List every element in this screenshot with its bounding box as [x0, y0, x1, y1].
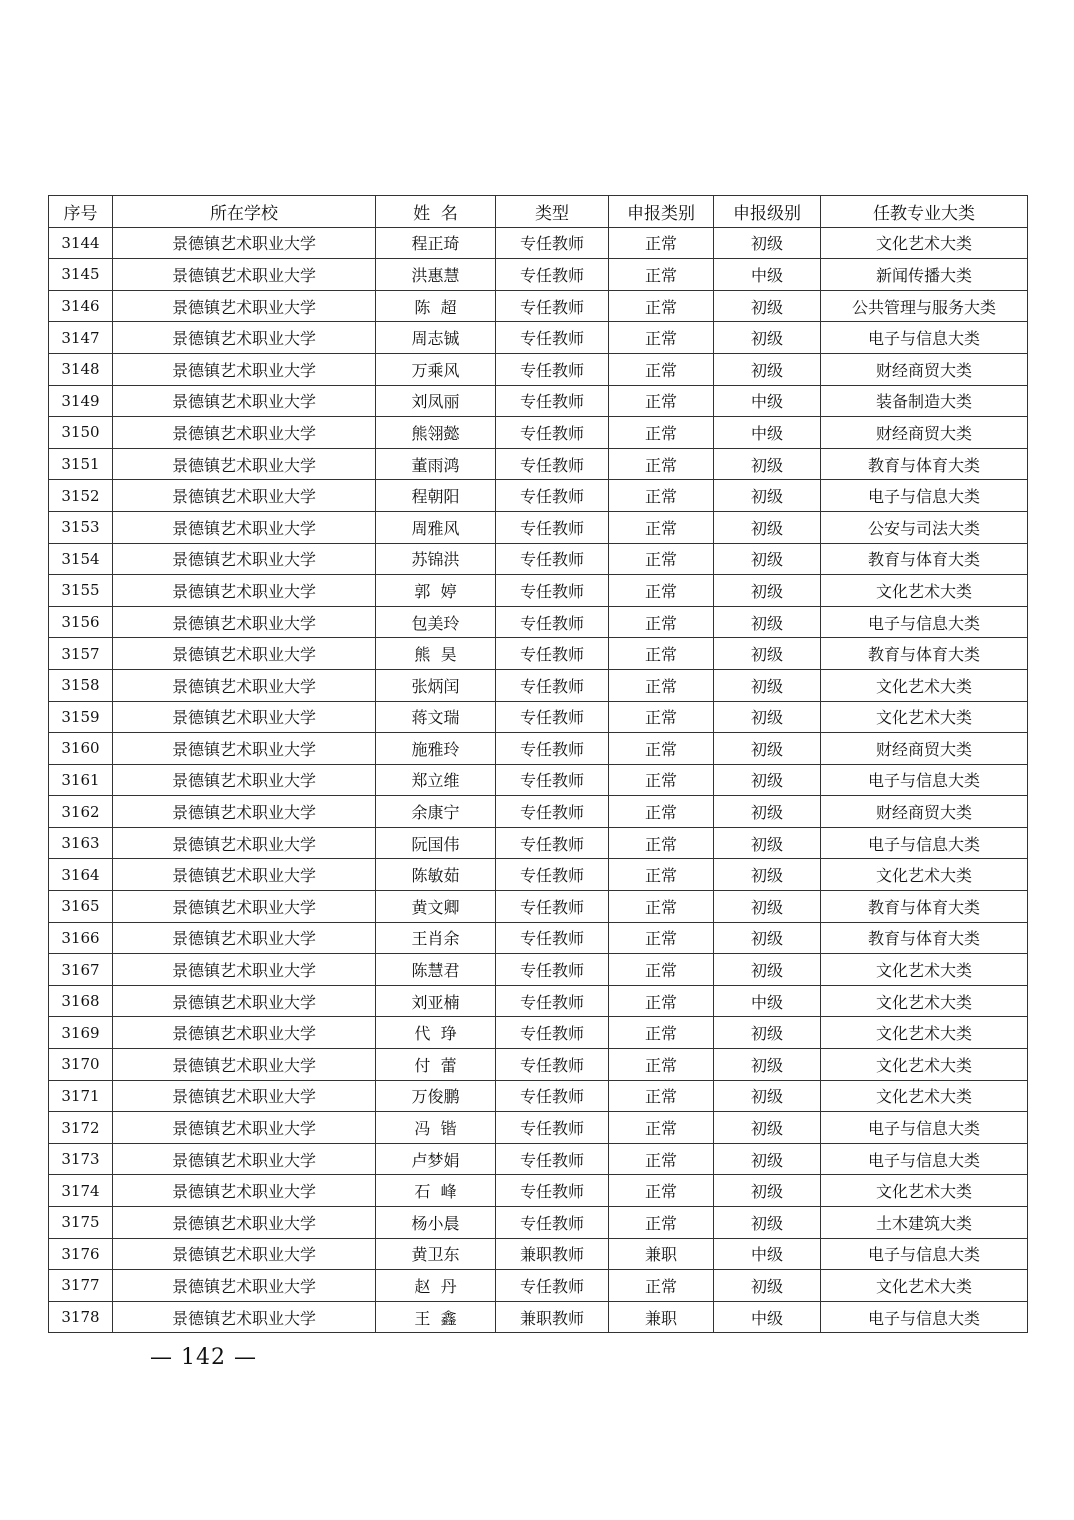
cell-seq: 3148	[49, 353, 113, 385]
cell-apply-category: 正常	[609, 669, 714, 701]
cell-school: 景德镇艺术职业大学	[113, 985, 376, 1017]
cell-seq: 3144	[49, 227, 113, 259]
cell-apply-category: 正常	[609, 353, 714, 385]
cell-school: 景德镇艺术职业大学	[113, 480, 376, 512]
header-type: 类型	[496, 196, 609, 228]
table-row	[49, 827, 1028, 859]
cell-type: 专任教师	[496, 1143, 609, 1175]
table-body	[49, 227, 1028, 1333]
cell-name: 陈 超	[376, 290, 496, 322]
cell-apply-category: 正常	[609, 1175, 714, 1207]
cell-apply-level: 中级	[714, 1238, 821, 1270]
table-row	[49, 480, 1028, 512]
cell-seq: 3152	[49, 480, 113, 512]
cell-apply-category: 正常	[609, 891, 714, 923]
table-row	[49, 1049, 1028, 1081]
cell-seq: 3159	[49, 701, 113, 733]
cell-apply-category: 正常	[609, 985, 714, 1017]
cell-seq: 3169	[49, 1017, 113, 1049]
cell-apply-category: 正常	[609, 764, 714, 796]
cell-apply-level: 初级	[714, 701, 821, 733]
cell-major-category: 电子与信息大类	[821, 1143, 1028, 1175]
cell-school: 景德镇艺术职业大学	[113, 1207, 376, 1239]
cell-school: 景德镇艺术职业大学	[113, 701, 376, 733]
cell-apply-category: 正常	[609, 385, 714, 417]
table-row	[49, 417, 1028, 449]
cell-type: 专任教师	[496, 1049, 609, 1081]
cell-type: 专任教师	[496, 922, 609, 954]
cell-type: 专任教师	[496, 1207, 609, 1239]
table-row	[49, 606, 1028, 638]
cell-apply-level: 初级	[714, 1143, 821, 1175]
cell-apply-level: 中级	[714, 1301, 821, 1333]
cell-type: 专任教师	[496, 859, 609, 891]
cell-name: 熊 昊	[376, 638, 496, 670]
cell-apply-level: 初级	[714, 1207, 821, 1239]
cell-seq: 3158	[49, 669, 113, 701]
cell-major-category: 文化艺术大类	[821, 701, 1028, 733]
header-seq: 序号	[49, 196, 113, 228]
cell-apply-category: 正常	[609, 1112, 714, 1144]
table-row	[49, 1175, 1028, 1207]
cell-major-category: 文化艺术大类	[821, 227, 1028, 259]
cell-seq: 3156	[49, 606, 113, 638]
cell-major-category: 教育与体育大类	[821, 543, 1028, 575]
cell-name: 程朝阳	[376, 480, 496, 512]
cell-school: 景德镇艺术职业大学	[113, 1112, 376, 1144]
cell-apply-category: 正常	[609, 606, 714, 638]
cell-major-category: 新闻传播大类	[821, 259, 1028, 291]
cell-name: 万俊鹏	[376, 1080, 496, 1112]
cell-name: 余康宁	[376, 796, 496, 828]
table-row	[49, 1207, 1028, 1239]
cell-major-category: 电子与信息大类	[821, 764, 1028, 796]
cell-school: 景德镇艺术职业大学	[113, 1175, 376, 1207]
cell-type: 专任教师	[496, 259, 609, 291]
cell-major-category: 文化艺术大类	[821, 575, 1028, 607]
cell-name: 陈敏茹	[376, 859, 496, 891]
cell-type: 专任教师	[496, 1017, 609, 1049]
cell-apply-category: 正常	[609, 1080, 714, 1112]
cell-school: 景德镇艺术职业大学	[113, 353, 376, 385]
cell-seq: 3150	[49, 417, 113, 449]
cell-major-category: 教育与体育大类	[821, 448, 1028, 480]
cell-type: 专任教师	[496, 827, 609, 859]
cell-apply-category: 正常	[609, 1017, 714, 1049]
cell-seq: 3168	[49, 985, 113, 1017]
header-name: 姓 名	[376, 196, 496, 228]
cell-major-category: 教育与体育大类	[821, 891, 1028, 923]
cell-apply-category: 正常	[609, 922, 714, 954]
cell-major-category: 文化艺术大类	[821, 1017, 1028, 1049]
table-row	[49, 701, 1028, 733]
cell-apply-level: 初级	[714, 733, 821, 765]
table-row	[49, 638, 1028, 670]
cell-type: 专任教师	[496, 796, 609, 828]
cell-school: 景德镇艺术职业大学	[113, 827, 376, 859]
cell-apply-level: 初级	[714, 290, 821, 322]
cell-name: 付 蕾	[376, 1049, 496, 1081]
roster-table	[48, 195, 1028, 1333]
cell-major-category: 财经商贸大类	[821, 353, 1028, 385]
cell-major-category: 电子与信息大类	[821, 1112, 1028, 1144]
cell-apply-level: 中级	[714, 385, 821, 417]
table-row	[49, 353, 1028, 385]
cell-seq: 3155	[49, 575, 113, 607]
cell-type: 专任教师	[496, 448, 609, 480]
cell-apply-level: 初级	[714, 669, 821, 701]
cell-name: 董雨鸿	[376, 448, 496, 480]
cell-apply-category: 正常	[609, 1049, 714, 1081]
cell-type: 专任教师	[496, 701, 609, 733]
cell-type: 专任教师	[496, 543, 609, 575]
cell-name: 郑立维	[376, 764, 496, 796]
table-row	[49, 733, 1028, 765]
cell-apply-category: 正常	[609, 322, 714, 354]
cell-major-category: 财经商贸大类	[821, 417, 1028, 449]
cell-type: 专任教师	[496, 733, 609, 765]
cell-name: 石 峰	[376, 1175, 496, 1207]
cell-apply-category: 正常	[609, 417, 714, 449]
table-row	[49, 1143, 1028, 1175]
table-row	[49, 954, 1028, 986]
cell-school: 景德镇艺术职业大学	[113, 1017, 376, 1049]
cell-school: 景德镇艺术职业大学	[113, 954, 376, 986]
cell-apply-level: 初级	[714, 891, 821, 923]
cell-name: 黄文卿	[376, 891, 496, 923]
table-row	[49, 985, 1028, 1017]
cell-seq: 3174	[49, 1175, 113, 1207]
cell-apply-level: 初级	[714, 1112, 821, 1144]
cell-seq: 3175	[49, 1207, 113, 1239]
cell-apply-category: 正常	[609, 259, 714, 291]
cell-apply-category: 正常	[609, 954, 714, 986]
cell-school: 景德镇艺术职业大学	[113, 733, 376, 765]
cell-school: 景德镇艺术职业大学	[113, 322, 376, 354]
cell-seq: 3172	[49, 1112, 113, 1144]
cell-apply-level: 初级	[714, 827, 821, 859]
cell-apply-level: 初级	[714, 638, 821, 670]
cell-seq: 3157	[49, 638, 113, 670]
cell-major-category: 电子与信息大类	[821, 827, 1028, 859]
cell-school: 景德镇艺术职业大学	[113, 859, 376, 891]
cell-apply-level: 中级	[714, 417, 821, 449]
table-row	[49, 227, 1028, 259]
cell-name: 赵 丹	[376, 1270, 496, 1302]
cell-name: 阮国伟	[376, 827, 496, 859]
page-number: — 142 —	[150, 1345, 257, 1370]
cell-major-category: 财经商贸大类	[821, 733, 1028, 765]
cell-type: 专任教师	[496, 669, 609, 701]
cell-apply-level: 初级	[714, 575, 821, 607]
cell-apply-level: 初级	[714, 1270, 821, 1302]
cell-school: 景德镇艺术职业大学	[113, 891, 376, 923]
cell-seq: 3147	[49, 322, 113, 354]
header-school: 所在学校	[113, 196, 376, 228]
cell-apply-level: 中级	[714, 259, 821, 291]
cell-major-category: 电子与信息大类	[821, 322, 1028, 354]
cell-major-category: 装备制造大类	[821, 385, 1028, 417]
cell-apply-category: 正常	[609, 290, 714, 322]
table-row	[49, 1112, 1028, 1144]
cell-apply-level: 初级	[714, 448, 821, 480]
cell-school: 景德镇艺术职业大学	[113, 638, 376, 670]
cell-type: 专任教师	[496, 1080, 609, 1112]
cell-seq: 3154	[49, 543, 113, 575]
cell-type: 专任教师	[496, 764, 609, 796]
cell-major-category: 文化艺术大类	[821, 985, 1028, 1017]
table-row	[49, 322, 1028, 354]
cell-type: 专任教师	[496, 606, 609, 638]
table-row	[49, 543, 1028, 575]
cell-major-category: 文化艺术大类	[821, 669, 1028, 701]
cell-school: 景德镇艺术职业大学	[113, 922, 376, 954]
cell-school: 景德镇艺术职业大学	[113, 543, 376, 575]
cell-major-category: 公安与司法大类	[821, 511, 1028, 543]
cell-major-category: 教育与体育大类	[821, 638, 1028, 670]
cell-name: 刘亚楠	[376, 985, 496, 1017]
cell-school: 景德镇艺术职业大学	[113, 1080, 376, 1112]
cell-major-category: 文化艺术大类	[821, 1175, 1028, 1207]
cell-major-category: 文化艺术大类	[821, 859, 1028, 891]
cell-seq: 3162	[49, 796, 113, 828]
table-row	[49, 511, 1028, 543]
cell-school: 景德镇艺术职业大学	[113, 669, 376, 701]
table-row	[49, 1017, 1028, 1049]
table-row	[49, 669, 1028, 701]
cell-apply-level: 初级	[714, 353, 821, 385]
cell-apply-category: 正常	[609, 701, 714, 733]
cell-seq: 3177	[49, 1270, 113, 1302]
cell-apply-category: 正常	[609, 543, 714, 575]
cell-apply-level: 初级	[714, 606, 821, 638]
cell-apply-level: 初级	[714, 322, 821, 354]
cell-major-category: 财经商贸大类	[821, 796, 1028, 828]
cell-name: 代 琤	[376, 1017, 496, 1049]
cell-apply-level: 初级	[714, 796, 821, 828]
cell-major-category: 教育与体育大类	[821, 922, 1028, 954]
cell-type: 专任教师	[496, 1175, 609, 1207]
cell-apply-category: 正常	[609, 733, 714, 765]
cell-school: 景德镇艺术职业大学	[113, 1238, 376, 1270]
table-row	[49, 859, 1028, 891]
cell-apply-category: 兼职	[609, 1301, 714, 1333]
cell-type: 专任教师	[496, 638, 609, 670]
table-row	[49, 1270, 1028, 1302]
cell-name: 冯 锴	[376, 1112, 496, 1144]
cell-school: 景德镇艺术职业大学	[113, 575, 376, 607]
cell-seq: 3161	[49, 764, 113, 796]
cell-name: 张炳闰	[376, 669, 496, 701]
cell-seq: 3176	[49, 1238, 113, 1270]
cell-type: 专任教师	[496, 417, 609, 449]
cell-seq: 3171	[49, 1080, 113, 1112]
cell-school: 景德镇艺术职业大学	[113, 796, 376, 828]
cell-type: 专任教师	[496, 480, 609, 512]
cell-seq: 3160	[49, 733, 113, 765]
cell-major-category: 公共管理与服务大类	[821, 290, 1028, 322]
table-row	[49, 385, 1028, 417]
cell-apply-level: 初级	[714, 1080, 821, 1112]
cell-seq: 3166	[49, 922, 113, 954]
cell-seq: 3146	[49, 290, 113, 322]
cell-apply-category: 正常	[609, 638, 714, 670]
cell-major-category: 土木建筑大类	[821, 1207, 1028, 1239]
cell-seq: 3151	[49, 448, 113, 480]
header-apply-level: 申报级别	[714, 196, 821, 228]
cell-type: 专任教师	[496, 353, 609, 385]
cell-type: 专任教师	[496, 985, 609, 1017]
cell-name: 刘凤丽	[376, 385, 496, 417]
table-row	[49, 448, 1028, 480]
cell-apply-level: 初级	[714, 1049, 821, 1081]
cell-type: 专任教师	[496, 290, 609, 322]
cell-apply-level: 初级	[714, 511, 821, 543]
cell-seq: 3170	[49, 1049, 113, 1081]
cell-school: 景德镇艺术职业大学	[113, 290, 376, 322]
cell-seq: 3165	[49, 891, 113, 923]
cell-apply-level: 初级	[714, 480, 821, 512]
cell-apply-level: 初级	[714, 764, 821, 796]
cell-school: 景德镇艺术职业大学	[113, 511, 376, 543]
cell-seq: 3149	[49, 385, 113, 417]
cell-name: 包美玲	[376, 606, 496, 638]
cell-school: 景德镇艺术职业大学	[113, 1270, 376, 1302]
cell-major-category: 文化艺术大类	[821, 1049, 1028, 1081]
cell-apply-level: 初级	[714, 227, 821, 259]
cell-major-category: 电子与信息大类	[821, 606, 1028, 638]
cell-school: 景德镇艺术职业大学	[113, 417, 376, 449]
cell-seq: 3164	[49, 859, 113, 891]
cell-seq: 3163	[49, 827, 113, 859]
cell-type: 专任教师	[496, 227, 609, 259]
cell-apply-level: 初级	[714, 1017, 821, 1049]
cell-name: 洪惠慧	[376, 259, 496, 291]
cell-name: 王肖余	[376, 922, 496, 954]
table-row	[49, 1301, 1028, 1333]
cell-name: 苏锦洪	[376, 543, 496, 575]
cell-school: 景德镇艺术职业大学	[113, 227, 376, 259]
header-apply-category: 申报类别	[609, 196, 714, 228]
cell-apply-category: 正常	[609, 1207, 714, 1239]
table-row	[49, 922, 1028, 954]
cell-major-category: 电子与信息大类	[821, 1238, 1028, 1270]
cell-type: 兼职教师	[496, 1301, 609, 1333]
cell-school: 景德镇艺术职业大学	[113, 385, 376, 417]
cell-name: 郭 婷	[376, 575, 496, 607]
cell-seq: 3153	[49, 511, 113, 543]
cell-apply-category: 正常	[609, 511, 714, 543]
cell-major-category: 电子与信息大类	[821, 1301, 1028, 1333]
cell-apply-category: 正常	[609, 480, 714, 512]
cell-major-category: 电子与信息大类	[821, 480, 1028, 512]
table-row	[49, 1080, 1028, 1112]
cell-apply-category: 正常	[609, 227, 714, 259]
cell-major-category: 文化艺术大类	[821, 1080, 1028, 1112]
cell-type: 专任教师	[496, 891, 609, 923]
cell-school: 景德镇艺术职业大学	[113, 606, 376, 638]
cell-name: 杨小晨	[376, 1207, 496, 1239]
cell-school: 景德镇艺术职业大学	[113, 448, 376, 480]
cell-seq: 3167	[49, 954, 113, 986]
cell-apply-category: 正常	[609, 575, 714, 607]
cell-name: 程正琦	[376, 227, 496, 259]
cell-apply-level: 初级	[714, 922, 821, 954]
cell-apply-category: 兼职	[609, 1238, 714, 1270]
cell-major-category: 文化艺术大类	[821, 1270, 1028, 1302]
table-row	[49, 1238, 1028, 1270]
table-row	[49, 259, 1028, 291]
cell-apply-category: 正常	[609, 796, 714, 828]
table-header-row	[49, 196, 1028, 228]
table-row	[49, 891, 1028, 923]
cell-name: 黄卫东	[376, 1238, 496, 1270]
cell-type: 专任教师	[496, 511, 609, 543]
cell-type: 专任教师	[496, 385, 609, 417]
table-row	[49, 290, 1028, 322]
cell-apply-level: 初级	[714, 543, 821, 575]
cell-apply-level: 初级	[714, 859, 821, 891]
cell-name: 施雅玲	[376, 733, 496, 765]
header-major-category: 任教专业大类	[821, 196, 1028, 228]
cell-apply-level: 初级	[714, 954, 821, 986]
cell-school: 景德镇艺术职业大学	[113, 1301, 376, 1333]
cell-school: 景德镇艺术职业大学	[113, 259, 376, 291]
cell-seq: 3178	[49, 1301, 113, 1333]
cell-type: 专任教师	[496, 1270, 609, 1302]
cell-type: 专任教师	[496, 954, 609, 986]
cell-school: 景德镇艺术职业大学	[113, 1049, 376, 1081]
cell-name: 周志铖	[376, 322, 496, 354]
cell-name: 陈慧君	[376, 954, 496, 986]
cell-seq: 3173	[49, 1143, 113, 1175]
cell-type: 专任教师	[496, 575, 609, 607]
cell-apply-category: 正常	[609, 859, 714, 891]
cell-type: 兼职教师	[496, 1238, 609, 1270]
cell-school: 景德镇艺术职业大学	[113, 764, 376, 796]
cell-apply-category: 正常	[609, 1270, 714, 1302]
table-row	[49, 575, 1028, 607]
cell-name: 周雅风	[376, 511, 496, 543]
cell-name: 蒋文瑞	[376, 701, 496, 733]
cell-name: 万乘风	[376, 353, 496, 385]
cell-name: 卢梦娟	[376, 1143, 496, 1175]
cell-name: 王 鑫	[376, 1301, 496, 1333]
table-row	[49, 796, 1028, 828]
cell-apply-category: 正常	[609, 1143, 714, 1175]
table-row	[49, 764, 1028, 796]
cell-type: 专任教师	[496, 322, 609, 354]
cell-school: 景德镇艺术职业大学	[113, 1143, 376, 1175]
cell-apply-level: 初级	[714, 1175, 821, 1207]
cell-apply-category: 正常	[609, 448, 714, 480]
cell-apply-level: 中级	[714, 985, 821, 1017]
cell-name: 熊翎懿	[376, 417, 496, 449]
cell-apply-category: 正常	[609, 827, 714, 859]
cell-seq: 3145	[49, 259, 113, 291]
cell-major-category: 文化艺术大类	[821, 954, 1028, 986]
cell-type: 专任教师	[496, 1112, 609, 1144]
